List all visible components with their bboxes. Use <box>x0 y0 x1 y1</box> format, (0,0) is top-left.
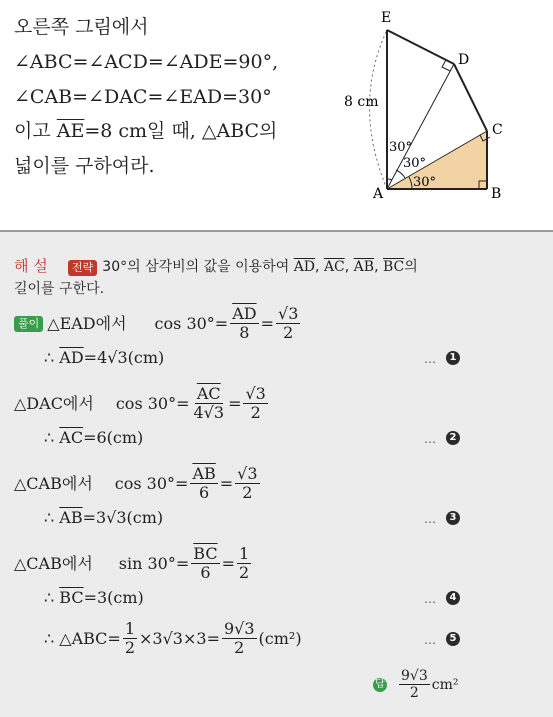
label-a: A <box>373 186 384 202</box>
segment-bc-label: $\overline{BC}$ <box>382 259 405 275</box>
problem-line-5: 넓이를 구하여라. <box>14 155 155 177</box>
step3-fraction <box>190 465 217 503</box>
problem-line-3: ∠CAB=∠DAC=∠EAD=30° <box>14 86 272 108</box>
step5-fraction-1 <box>123 620 137 658</box>
fraction-denominator: 2 <box>234 638 245 658</box>
dots: … <box>424 352 437 366</box>
fraction-denominator: 2 <box>250 403 261 423</box>
step1-eq: cos 30°= <box>154 313 229 333</box>
marker-2: 2 <box>446 431 460 445</box>
solution-title: 해 설 <box>14 257 48 275</box>
fraction-numerator: √3 <box>245 384 266 403</box>
step2-triangle: △DAC에서 <box>14 393 94 413</box>
step2-eq: cos 30°= <box>115 393 190 413</box>
step3-result <box>44 510 163 526</box>
problem-text: =8 cm일 때, △ABC의 <box>84 120 278 142</box>
comma: , <box>374 259 383 275</box>
therefore: ∴ <box>44 588 60 607</box>
step2-result <box>44 430 143 446</box>
angle-label-2: 30° <box>403 156 427 171</box>
segment-label: $\overline{AC}$ <box>59 428 84 447</box>
step3-triangle: △CAB에서 <box>14 473 93 493</box>
step4-fraction <box>191 545 219 583</box>
step1-fraction <box>230 305 258 343</box>
solution-badge: 풀이 <box>14 316 43 332</box>
step5-lhs: ∴ △ABC= <box>44 628 121 648</box>
fraction-numerator: $\overline{AB}$ <box>192 464 216 483</box>
strategy-line-2: 길이를 구한다. <box>14 281 105 297</box>
comma: , <box>315 259 324 275</box>
fraction-denominator: 6 <box>200 563 211 583</box>
answer-fraction <box>399 668 430 701</box>
dots: … <box>424 633 437 647</box>
fraction-numerator: 1 <box>124 619 136 638</box>
step5-equation <box>44 620 302 658</box>
step5-product: ×3√3×3= <box>139 628 220 648</box>
fraction-denominator: 8 <box>239 323 250 343</box>
fraction-denominator: 6 <box>199 483 210 503</box>
segment-ab-label: $\overline{AB}$ <box>353 259 375 275</box>
segment-ae: $\overline{AE}$ <box>56 120 85 142</box>
step2-result-fraction <box>243 385 267 423</box>
step1-triangle: △EAD에서 <box>47 313 127 333</box>
result-value: =3√3(cm) <box>82 508 164 527</box>
dots: … <box>424 592 437 606</box>
label-d: D <box>458 52 470 68</box>
length-label: 8 cm <box>344 94 379 110</box>
fraction-numerator: 9√3 <box>223 619 255 638</box>
fraction-denominator: 2 <box>409 685 419 702</box>
angle-arc-2 <box>396 170 405 178</box>
solution-heading-line <box>14 258 418 276</box>
step4-result <box>44 590 144 606</box>
fraction-numerator: 9√3 <box>401 668 428 684</box>
fraction-denominator: 4√3 <box>193 403 225 423</box>
dots: … <box>424 512 437 526</box>
segment-label: $\overline{AD}$ <box>59 348 84 367</box>
strategy-text: 30°의 삼각비의 값을 이용하여 <box>102 259 294 275</box>
therefore: ∴ <box>44 508 60 527</box>
geometry-figure <box>0 0 553 230</box>
segment-ad-label: $\overline{AD}$ <box>293 259 316 275</box>
step5-fraction-2 <box>222 620 257 658</box>
label-e: E <box>381 10 392 26</box>
step1-result-fraction <box>276 305 300 343</box>
step3-equation: △CAB에서 cos 30°= $\frac{\overline{AB}}{6}$ = $\frac{√3}{2}$ <box>14 464 258 503</box>
step4-eq: sin 30°= <box>118 553 190 573</box>
comma: , <box>344 259 354 275</box>
step3-eq: cos 30°= <box>114 473 189 493</box>
strategy-badge: 전략 <box>68 260 97 276</box>
angle-label-1: 30° <box>413 175 437 190</box>
segment-label: $\overline{BC}$ <box>59 588 84 607</box>
final-answer <box>373 668 458 701</box>
problem-line-2: ∠ABC=∠ACD=∠ADE=90°, <box>14 51 279 73</box>
step5-unit: (cm²) <box>258 628 302 648</box>
step4-triangle: △CAB에서 <box>14 553 93 573</box>
problem-text: 이고 <box>14 120 57 142</box>
answer-unit: cm² <box>431 676 459 693</box>
marker-1: 1 <box>446 351 460 365</box>
step4-result-fraction <box>237 545 251 583</box>
fraction-denominator: 2 <box>124 638 136 658</box>
result-value: =4√3(cm) <box>83 348 165 367</box>
therefore: ∴ <box>44 348 60 367</box>
fraction-denominator: 2 <box>238 563 250 583</box>
problem-line-1: 오른쪽 그림에서 <box>14 16 149 38</box>
fraction-numerator: √3 <box>278 304 299 323</box>
label-b: B <box>491 186 502 202</box>
segment-de-line <box>387 30 454 64</box>
step3-result-fraction <box>235 465 259 503</box>
answer-badge: 답 <box>373 678 387 692</box>
marker-4: 4 <box>446 591 460 605</box>
step4-equation: △CAB에서 sin 30°= $\frac{\overline{BC}}{6}$ = $\frac{1}{2}$ <box>14 544 250 583</box>
fraction-numerator: 1 <box>238 544 250 563</box>
segment-ac-label: $\overline{AC}$ <box>323 259 345 275</box>
result-value: =6(cm) <box>83 428 144 447</box>
fraction-denominator: 2 <box>283 323 294 343</box>
result-value: =3(cm) <box>83 588 144 607</box>
problem-section <box>0 0 553 230</box>
angle-label-3: 30° <box>389 140 413 155</box>
step2-fraction <box>192 385 227 423</box>
step2-equation: △DAC에서 cos 30°= $\frac{\overline{AC}}{4√3}$ = $\frac{√3}{2}$ <box>14 384 266 423</box>
marker-3: 3 <box>446 511 460 525</box>
segment-label: $\overline{AB}$ <box>59 508 83 527</box>
fraction-numerator: $\overline{AC}$ <box>196 384 221 403</box>
step1-equation: 풀이 △EAD에서 cos 30°= $\frac{\overline{AD}}{8}$ = $\frac{√3}{2}$ <box>14 305 302 343</box>
fraction-numerator: $\overline{AD}$ <box>232 304 257 323</box>
fraction-numerator: √3 <box>237 464 258 483</box>
fraction-numerator: $\overline{BC}$ <box>193 544 218 563</box>
segment-cd-line <box>454 64 487 131</box>
solution-section <box>0 232 553 717</box>
fraction-denominator: 2 <box>242 483 253 503</box>
step1-result <box>44 350 164 366</box>
dots: … <box>424 432 437 446</box>
label-c: C <box>492 122 503 138</box>
marker-5: 5 <box>446 632 460 646</box>
strategy-text-end: 의 <box>404 259 418 275</box>
therefore: ∴ <box>44 428 60 447</box>
